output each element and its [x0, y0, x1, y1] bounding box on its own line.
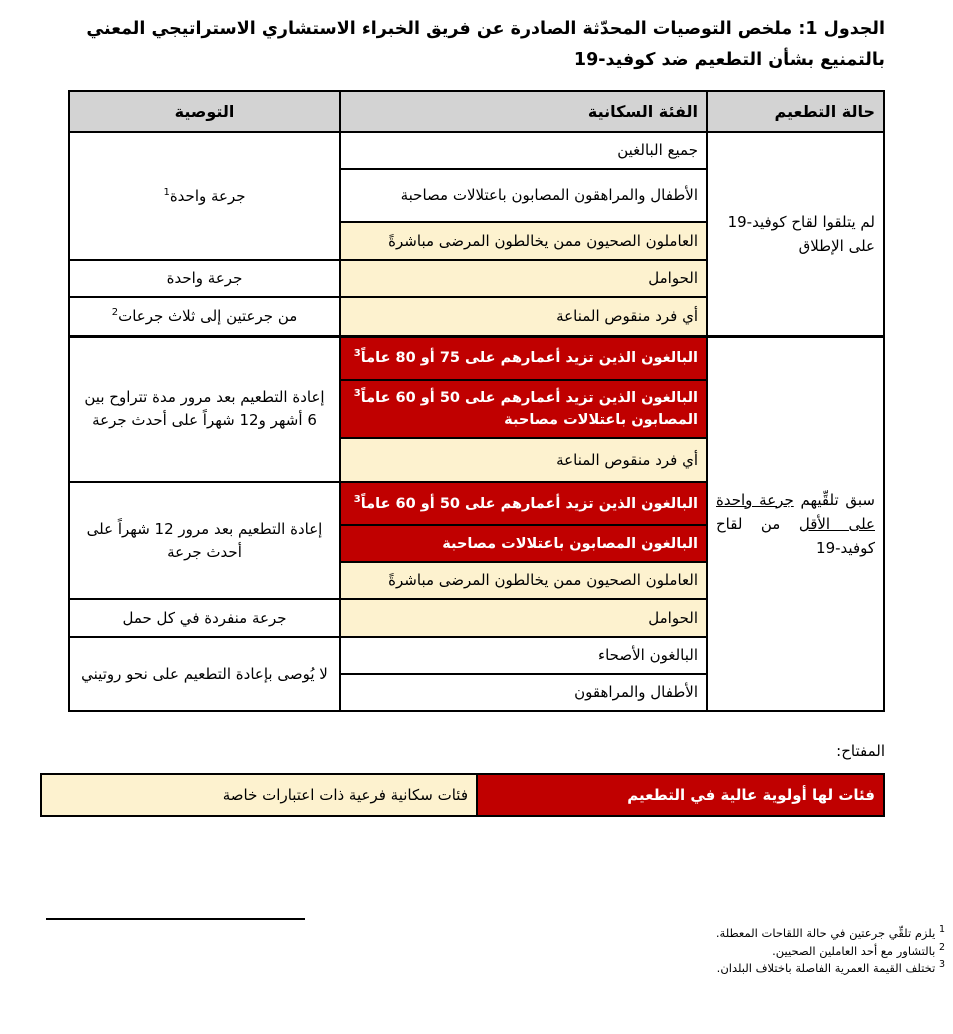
- cell-population-immunocompromised: أي فرد منقوص المناعة: [340, 297, 707, 336]
- status-text: من لقاح كوفيد-19: [716, 514, 875, 557]
- key-row: [41, 774, 884, 816]
- table-row: [69, 132, 884, 169]
- footnote-ref-3: 3: [353, 348, 361, 360]
- footnote-1: [300, 925, 945, 943]
- footnote-separator-line: [46, 918, 305, 920]
- header-vaccination-status: حالة التطعيم: [707, 91, 884, 132]
- cell-recommendation-revacc-12: إعادة التطعيم بعد مرور 12 شهراً على أحدث جرعة: [69, 482, 340, 599]
- footnote-text: تختلف القيمة العمرية الفاصلة باختلاف البلدان.: [716, 961, 936, 975]
- footnote-text: بالتشاور مع أحد العاملين الصحيين.: [772, 943, 936, 958]
- population-text: البالغون الذين تزيد أعمارهم على 50 أو 60 عاماً: [360, 495, 698, 512]
- cell-population-all-adults: جميع البالغين: [340, 132, 707, 169]
- footnote-3: [300, 960, 945, 978]
- cell-population-children-comorbid: الأطفال والمراهقون المصابون باعتلالات مصاحبة: [340, 169, 707, 222]
- header-population-category: الفئة السكانية: [340, 91, 707, 132]
- cell-population-adults-50-60: [340, 482, 707, 525]
- recommendation-text: جرعة واحدة: [169, 186, 246, 205]
- cell-population-pregnant: الحوامل: [340, 599, 707, 637]
- footnote-ref-2: 2: [111, 306, 119, 318]
- cell-population-adults-50-60-comorbid: [340, 380, 707, 438]
- cell-recommendation-single-each-pregnancy: جرعة منفردة في كل حمل: [69, 599, 340, 637]
- cell-population-immunocompromised: أي فرد منقوص المناعة: [340, 438, 707, 482]
- table-row: [69, 336, 884, 380]
- header-recommendation: التوصية: [69, 91, 340, 132]
- cell-population-adults-75-80: [340, 336, 707, 380]
- cell-recommendation-two-to-three: [69, 297, 340, 336]
- recommendation-text: من جرعتين إلى ثلاث جرعات: [118, 306, 298, 325]
- header-row: [69, 91, 884, 132]
- population-text-line2: المصابون باعتلالات مصاحبة: [504, 412, 698, 428]
- footnote-number: 2: [938, 941, 945, 953]
- footnote-ref-3: 3: [353, 388, 361, 400]
- footnote-number: 1: [938, 924, 945, 936]
- key-high-priority: فئات لها أولوية عالية في التطعيم: [477, 774, 884, 816]
- population-text-line1: [349, 387, 698, 409]
- cell-recommendation-no-routine: لا يُوصى بإعادة التطعيم على نحو روتيني: [69, 637, 340, 711]
- cell-status-previously-vaccinated: [707, 336, 884, 711]
- status-text: سبق تلقِّيهم: [793, 490, 875, 509]
- cell-population-pregnant: الحوامل: [340, 260, 707, 297]
- population-text: البالغون الذين تزيد أعمارهم على 75 أو 80 عاماً: [360, 350, 698, 367]
- cell-status-never-vaccinated: لم يتلقوا لقاح كوفيد-19 على الإطلاق: [707, 132, 884, 336]
- cell-recommendation-one-dose: [69, 132, 340, 260]
- footnote-number: 3: [938, 959, 945, 971]
- footnote-text: يلزم تلقِّي جرعتين في حالة اللقاحات المعطلة.: [715, 926, 936, 940]
- cell-recommendation-one-dose-pregnant: جرعة واحدة: [69, 260, 340, 297]
- footnote-ref-3: 3: [353, 493, 361, 505]
- footnote-2: [300, 943, 945, 961]
- cell-population-healthy-adults: البالغون الأصحاء: [340, 637, 707, 674]
- recommendations-table: [68, 90, 885, 712]
- cell-population-health-workers: العاملون الصحيون ممن يخالطون المرضى مباشرةً: [340, 222, 707, 260]
- document-title: الجدول 1: ملخص التوصيات المحدّثة الصادرة عن فريق الخبراء الاستشاري الاستراتيجي المعني بالتمنيع بشأن التطعيم ضد كوفيد-19: [86, 19, 885, 70]
- footnotes: [300, 925, 945, 978]
- key-special-considerations: فئات سكانية فرعية ذات اعتبارات خاصة: [41, 774, 477, 816]
- status-text-underlined: جرعة واحدة على الأقل: [716, 490, 875, 533]
- cell-recommendation-revacc-6-12: إعادة التطعيم بعد مرور مدة تتراوح بين 6 أشهر و12 شهراً على أحدث جرعة: [69, 336, 340, 482]
- cell-population-adults-comorbid: البالغون المصابون باعتلالات مصاحبة: [340, 525, 707, 562]
- cell-population-health-workers: العاملون الصحيون ممن يخالطون المرضى مباشرةً: [340, 562, 707, 599]
- key-table: [40, 773, 885, 817]
- population-text: البالغون الذين تزيد أعمارهم على 50 أو 60 عاماً: [360, 390, 698, 406]
- key-label: المفتاح:: [836, 742, 885, 760]
- footnote-ref-1: 1: [163, 186, 170, 198]
- cell-population-children: الأطفال والمراهقون: [340, 674, 707, 711]
